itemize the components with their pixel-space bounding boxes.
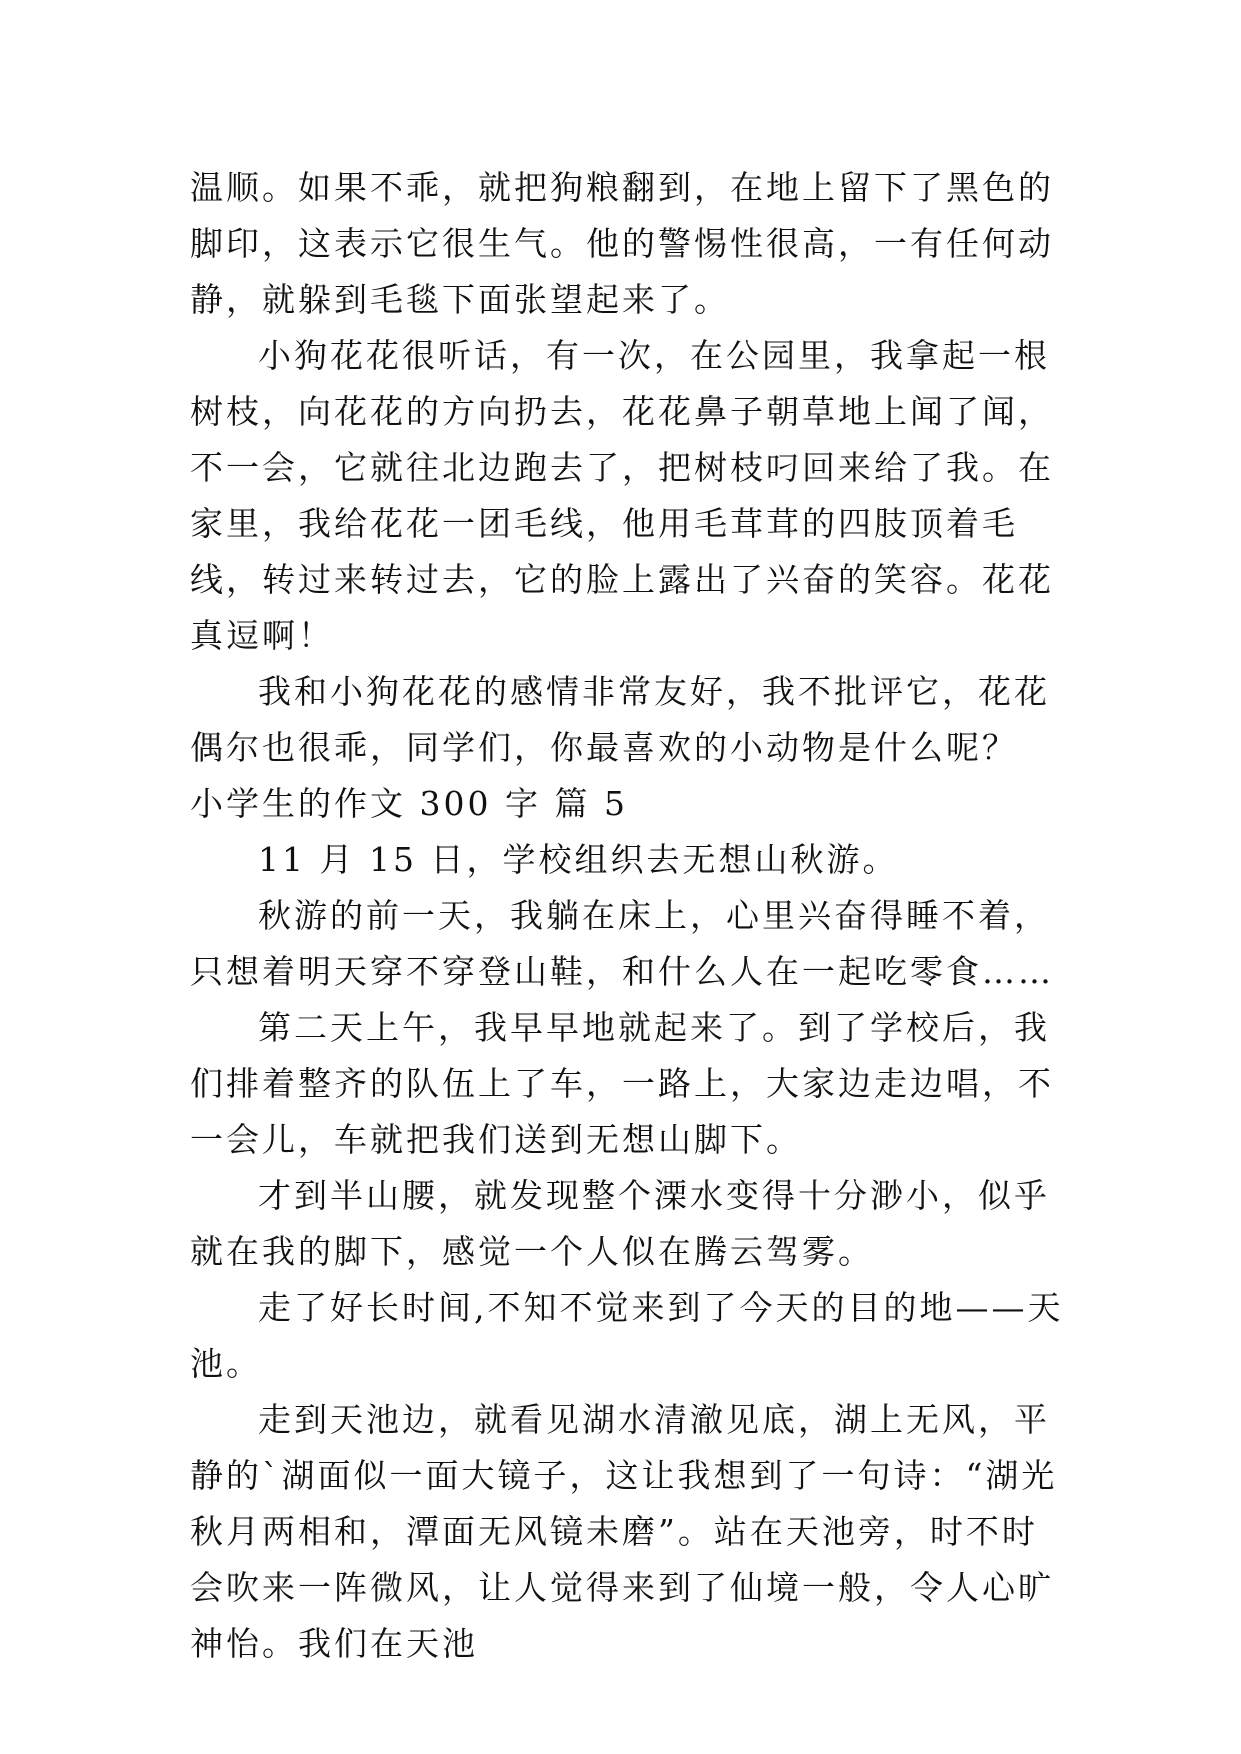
paragraph-9: 走到天池边，就看见湖水清澈见底，湖上无风，平静的`湖面似一面大镜子，这让我想到了一句诗：“湖光秋月两相和，潭面无风镜未磨”。站在天池旁，时不时会吹来一阵微风，让人觉得来到了仙境一般，令人心旷神怡。我们在天池 bbox=[190, 1400, 1058, 1663]
paragraph-6: 第二天上午，我早早地就起来了。到了学校后，我们排着整齐的队伍上了车，一路上，大家边走边唱，不一会儿，车就把我们送到无想山脚下。 bbox=[190, 1008, 1054, 1159]
document-body bbox=[190, 160, 1070, 1672]
paragraph-4: 11 月 15 日，学校组织去无想山秋游。 bbox=[258, 840, 899, 879]
paragraph-5: 秋游的前一天，我躺在床上，心里兴奋得睡不着，只想着明天穿不穿登山鞋，和什么人在一起吃零食…… bbox=[190, 896, 1054, 991]
section-heading: 小学生的作文 300 字 篇 5 bbox=[190, 784, 628, 823]
paragraph-2: 小狗花花很听话，有一次，在公园里，我拿起一根树枝，向花花的方向扔去，花花鼻子朝草地上闻了闻，不一会，它就往北边跑去了，把树枝叼回来给了我。在家里，我给花花一团毛线，他用毛茸茸的四肢顶着毛线，转过来转过去，它的脸上露出了兴奋的笑容。花花真逗啊！ bbox=[190, 336, 1054, 655]
paragraph-3: 我和小狗花花的感情非常友好，我不批评它，花花偶尔也很乖，同学们，你最喜欢的小动物是什么呢？ bbox=[190, 672, 1050, 767]
paragraph-1: 温顺。如果不乖，就把狗粮翻到，在地上留下了黑色的脚印，这表示它很生气。他的警惕性很高，一有任何动静，就躲到毛毯下面张望起来了。 bbox=[190, 168, 1054, 319]
paragraph-8: 走了好长时间,不知不觉来到了今天的目的地——天池。 bbox=[190, 1288, 1064, 1383]
paragraph-7: 才到半山腰，就发现整个溧水变得十分渺小，似乎就在我的脚下，感觉一个人似在腾云驾雾。 bbox=[190, 1176, 1050, 1271]
